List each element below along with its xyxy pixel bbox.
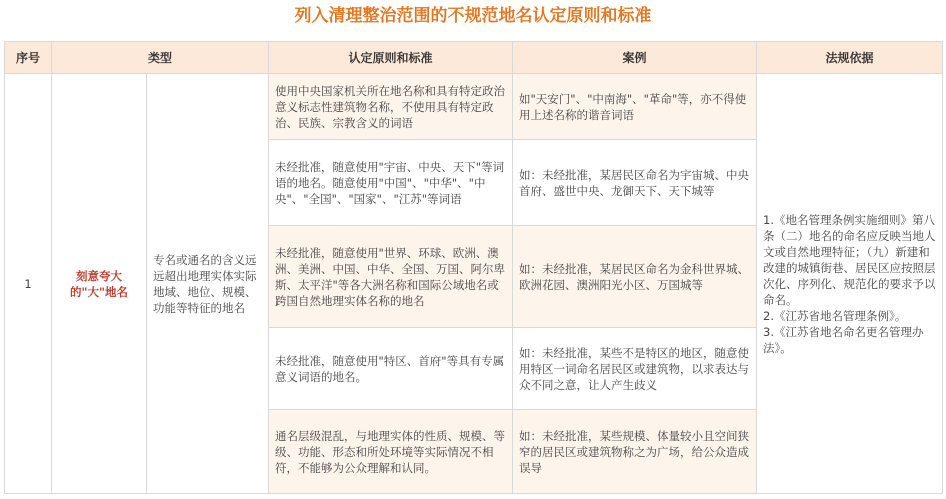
header-example: 案例 (513, 42, 757, 74)
header-principle: 认定原则和标准 (269, 42, 513, 74)
principle-cell: 未经批准，随意使用"宇宙、中央、天下"等词语的地名。随意使用"中国"、"中华"、"中央"、"全国"、"国家"、"江苏"等词语 (269, 140, 513, 226)
example-cell: 如：未经批准，某些规模、体量较小且空间狭窄的居民区或建筑物称之为广场，给公众造成误导 (513, 410, 757, 494)
basis-cell: 1.《地名管理条例实施细则》第八条（二）地名的命名应反映当地人文或自然地理特征；（九）新建和改建的城镇街巷、居民区应按照层次化、序列化、规范化的要求予以命名。 2.《江苏省地名管理条例》。 3.《江苏省地名命名更名管理办法》。 (757, 74, 943, 494)
table-header-row (5, 42, 943, 74)
type-name: 刻意夸大的"大"地名 (52, 74, 147, 494)
example-cell: 如：未经批准，某居民区命名为宇宙城、中央首府、盛世中央、龙御天下、天下城等 (513, 140, 757, 226)
criteria-table (4, 41, 943, 494)
principle-cell: 未经批准，随意使用"特区、首府"等具有专属意义词语的地名。 (269, 328, 513, 410)
header-basis: 法规依据 (757, 42, 943, 74)
page-title: 列入清理整治范围的不规范地名认定原则和标准 (294, 6, 652, 26)
table-row (5, 74, 943, 140)
principle-cell: 使用中央国家机关所在地名称和具有特定政治意义标志性建筑物名称，不使用具有特定政治、民族、宗教含义的词语 (269, 74, 513, 140)
header-type: 类型 (52, 42, 269, 74)
example-cell: 如：未经批准，某居民区命名为金科世界城、欧洲花园、澳洲阳光小区、万国城等 (513, 226, 757, 328)
principle-cell: 通名层级混乱，与地理实体的性质、规模、等级、功能、形态和所处环境等实际情况不相符，不能够为公众理解和认同。 (269, 410, 513, 494)
principle-cell: 未经批准，随意使用"世界、环球、欧洲、澳洲、美洲、中国、中华、全国、万国、阿尔卑斯、太平洋"等各大洲名称和国际公域地名或跨国自然地理实体名称的地名 (269, 226, 513, 328)
example-cell: 如：未经批准，某些不是特区的地区，随意使用特区一词命名居民区或建筑物，以求表达与众不同之意，让人产生歧义 (513, 328, 757, 410)
row-seq: 1 (5, 74, 52, 494)
type-description: 专名或通名的含义远远超出地理实体实际地域、地位、规模、功能等特征的地名 (147, 74, 269, 494)
example-cell: 如"天安门"、"中南海"、"革命"等，亦不得使用上述名称的谐音词语 (513, 74, 757, 140)
header-seq: 序号 (5, 42, 52, 74)
